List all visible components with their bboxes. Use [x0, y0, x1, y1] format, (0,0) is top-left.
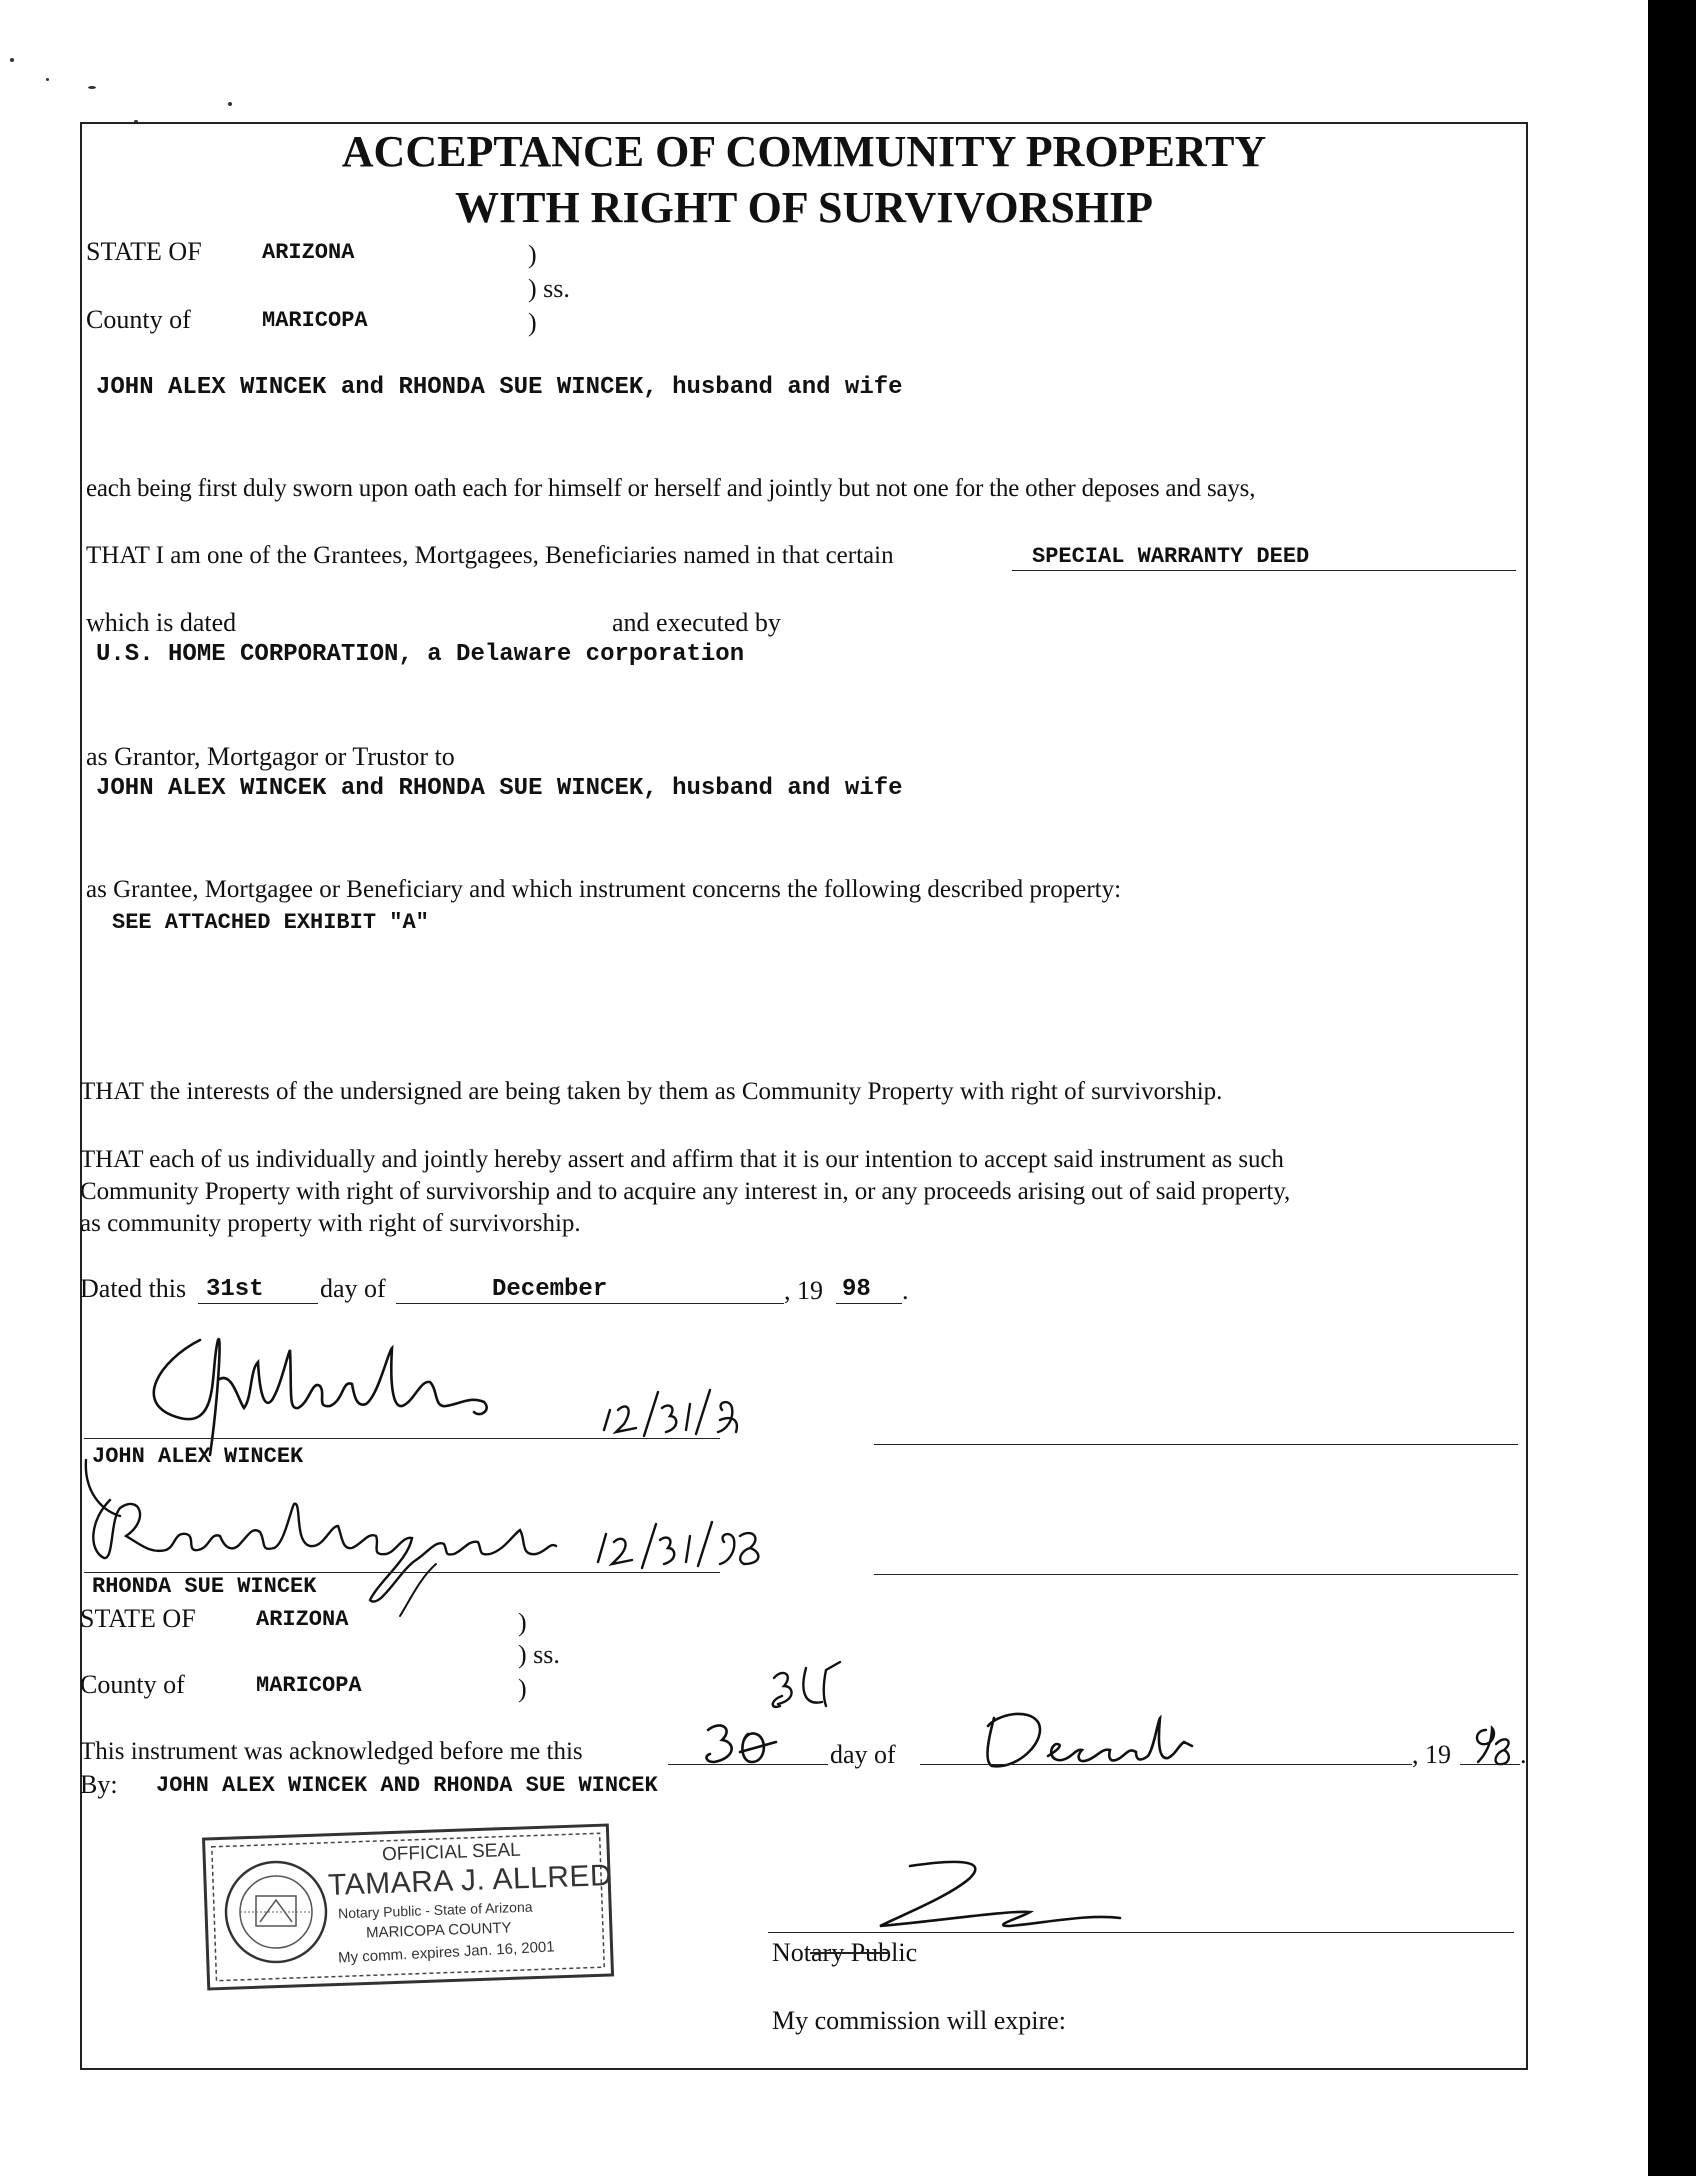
scan-speck — [88, 86, 96, 89]
ack-day-handwritten — [696, 1718, 786, 1774]
affirmation-clause-line1: THAT each of us individually and jointly hereby assert and affirm that it is our intention to accept said instrument as such — [80, 1146, 1284, 1173]
signer-name-rhonda: RHONDA SUE WINCEK — [92, 1574, 317, 1599]
notary-public-label: Notary Public — [772, 1938, 918, 1967]
venue-paren: ) — [528, 308, 537, 337]
document-title-line1: ACCEPTANCE OF COMMUNITY PROPERTY — [341, 127, 1267, 176]
state-value: ARIZONA — [262, 240, 355, 265]
state-label: STATE OF — [86, 237, 202, 266]
signature-line-john — [84, 1438, 720, 1439]
grantee-value: JOHN ALEX WINCEK and RHONDA SUE WINCEK, husband and wife — [96, 775, 903, 802]
notary-signature-line — [768, 1932, 1514, 1933]
scan-speck — [228, 102, 232, 106]
signature-date-john — [596, 1380, 766, 1450]
scan-speck — [46, 78, 49, 81]
dated-period: . — [902, 1276, 909, 1305]
by-value: JOHN ALEX WINCEK AND RHONDA SUE WINCEK — [156, 1773, 658, 1798]
instrument-type-value: SPECIAL WARRANTY DEED — [1032, 544, 1310, 569]
state-label-2: STATE OF — [80, 1604, 196, 1633]
property-value: SEE ATTACHED EXHIBIT "A" — [112, 910, 429, 935]
venue-ss: ) ss. — [528, 274, 570, 303]
scan-edge-bar — [1648, 0, 1696, 2176]
seal-line3: My comm. expires Jan. 16, 2001 — [337, 1938, 556, 1967]
seal-line1: Notary Public - State of Arizona — [337, 1898, 533, 1922]
affirmation-clause-line2: Community Property with right of survivorship and to acquire any interest in, or any proceeds arising out of said property, — [80, 1178, 1291, 1205]
acknowledgment-prefix: This instrument was acknowledged before me this — [80, 1738, 583, 1765]
scan-speck — [10, 58, 14, 62]
parties-line: JOHN ALEX WINCEK and RHONDA SUE WINCEK, husband and wife — [96, 374, 903, 401]
state-value-2: ARIZONA — [256, 1607, 349, 1632]
ack-period: . — [1520, 1740, 1527, 1769]
venue2-ss: ) ss. — [518, 1640, 560, 1669]
dated-year-prefix: , 19 — [784, 1276, 823, 1305]
grantees-clause: THAT I am one of the Grantees, Mortgagees, Beneficiaries named in that certain — [86, 542, 894, 569]
signer-name-john: JOHN ALEX WINCEK — [92, 1444, 304, 1469]
dated-prefix: Dated this — [80, 1274, 187, 1303]
venue-paren: ) — [528, 240, 537, 269]
community-property-clause: THAT the interests of the undersigned are being taken by them as Community Property with right of survivorship. — [80, 1078, 1223, 1105]
county-label-2: County of — [80, 1670, 185, 1699]
seal-line2: MARICOPA COUNTY — [365, 1919, 512, 1942]
affirmation-clause-line3: as community property with right of survivorship. — [80, 1210, 581, 1237]
oath-text: each being first duly sworn upon oath each for himself or herself and jointly but not one for the other deposes and says, — [86, 475, 1256, 502]
ack-month-underline — [920, 1764, 1412, 1765]
document-title-line2: WITH RIGHT OF SURVIVORSHIP — [454, 183, 1154, 232]
ack-year-prefix: , 19 — [1412, 1740, 1451, 1769]
grantor-value: U.S. HOME CORPORATION, a Delaware corporation — [96, 641, 745, 668]
commission-expire-label: My commission will expire: — [772, 2006, 1066, 2035]
ack-day-underline — [668, 1764, 828, 1765]
county-label: County of — [86, 305, 191, 334]
dated-year-underline — [836, 1303, 902, 1304]
dated-day-value: 31st — [206, 1276, 264, 1303]
ack-day-of: day of — [830, 1740, 896, 1769]
by-label: By: — [80, 1770, 118, 1799]
venue2-paren: ) — [518, 1608, 527, 1637]
dated-day-underline — [198, 1303, 318, 1304]
ack-month-handwritten — [978, 1700, 1188, 1780]
venue2-paren: ) — [518, 1674, 527, 1703]
dated-month-underline — [396, 1303, 784, 1304]
seal-heading: OFFICIAL SEAL — [381, 1839, 521, 1866]
county-value-2: MARICOPA — [256, 1673, 362, 1698]
county-value: MARICOPA — [262, 308, 368, 333]
dated-day-of: day of — [320, 1274, 386, 1303]
executed-label: and executed by — [612, 608, 781, 637]
property-label: as Grantee, Mortgagee or Beneficiary and which instrument concerns the following described property: — [86, 876, 1122, 903]
dated-label: which is dated — [86, 608, 237, 637]
dated-year-value: 98 — [842, 1276, 871, 1303]
notary-label-strike — [810, 1952, 890, 1954]
grantor-to-label: as Grantor, Mortgagor or Trustor to — [86, 742, 455, 771]
seal-notary-name: TAMARA J. ALLRED — [327, 1859, 613, 1902]
ack-year-underline — [1460, 1764, 1520, 1765]
signature-line-john-right — [874, 1444, 1518, 1445]
instrument-type-underline — [1012, 570, 1516, 571]
dated-month-value: December — [492, 1276, 608, 1303]
signature-line-rhonda-right — [874, 1574, 1518, 1575]
ack-day-correction — [760, 1660, 850, 1720]
signature-line-rhonda — [84, 1572, 720, 1573]
